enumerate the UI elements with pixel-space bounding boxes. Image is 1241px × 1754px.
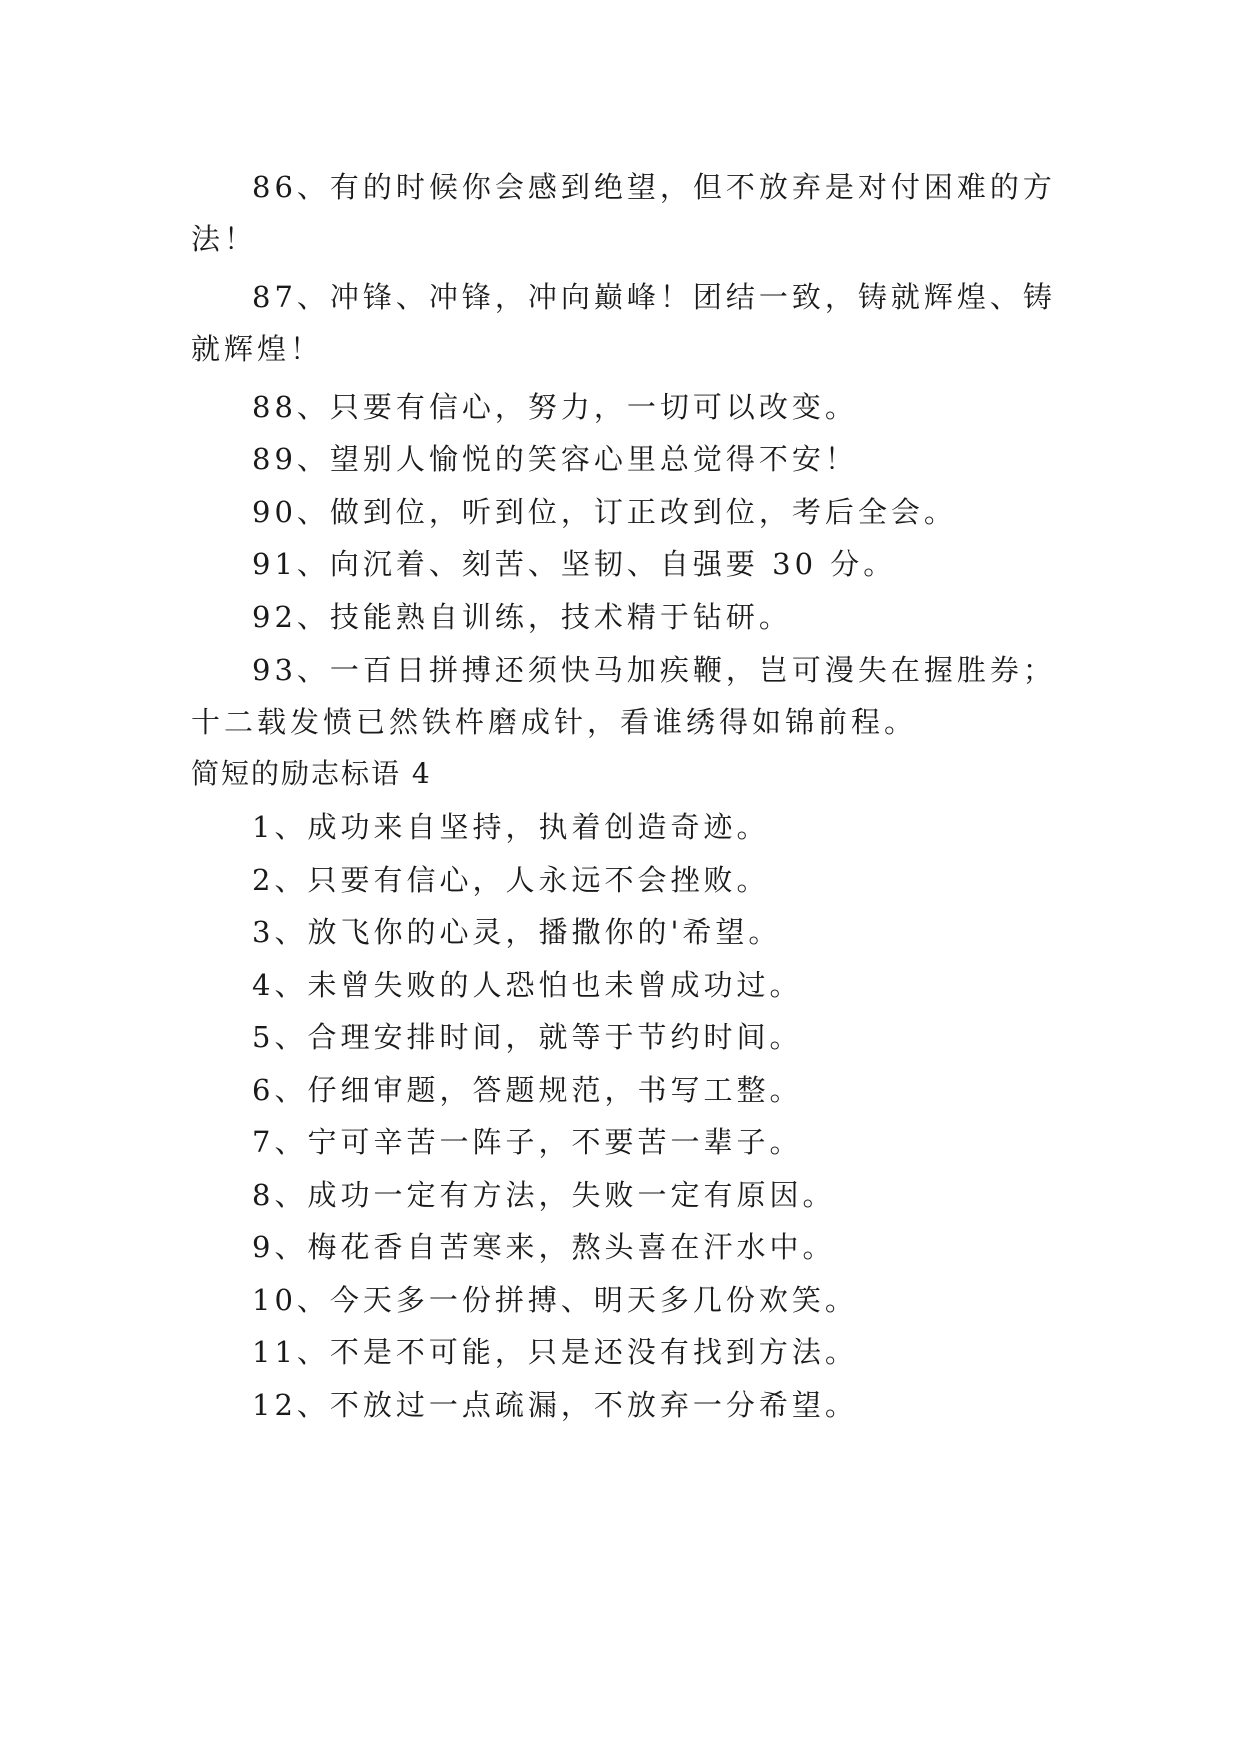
text-line-6: 6、仔细审题，答题规范，书写工整。 — [252, 1073, 803, 1107]
text-line-4: 4、未曾失败的人恐怕也未曾成功过。 — [252, 968, 803, 1002]
text-line-89: 89、望别人愉悦的笑容心里总觉得不安！ — [252, 442, 858, 476]
text-line-7: 7、宁可辛苦一阵子，不要苦一辈子。 — [252, 1125, 803, 1159]
text-line-1: 1、成功来自坚持，执着创造奇迹。 — [252, 810, 770, 844]
text-line-87: 87、冲锋、冲锋，冲向巅峰！团结一致，铸就辉煌、铸 — [252, 280, 1056, 314]
text-line-10: 10、今天多一份拼搏、明天多几份欢笑。 — [252, 1283, 858, 1317]
text-line-93-cont: 十二载发愤已然铁杵磨成针，看谁绣得如锦前程。 — [191, 705, 918, 739]
text-line-11: 11、不是不可能，只是还没有找到方法。 — [252, 1335, 858, 1369]
text-line-12: 12、不放过一点疏漏，不放弃一分希望。 — [252, 1388, 858, 1422]
text-line-88: 88、只要有信心，努力，一切可以改变。 — [252, 390, 858, 424]
text-line-5: 5、合理安排时间，就等于节约时间。 — [252, 1020, 803, 1054]
text-line-3: 3、放飞你的心灵，播撒你的'希望。 — [252, 915, 782, 949]
text-line-87-cont: 就辉煌！ — [191, 332, 324, 366]
text-line-92: 92、技能熟自训练，技术精于钻研。 — [252, 600, 792, 634]
text-line-90: 90、做到位，听到位，订正改到位，考后全会。 — [252, 495, 957, 529]
text-line-93: 93、一百日拼搏还须快马加疾鞭，岂可漫失在握胜券； — [252, 653, 1056, 687]
text-line-8: 8、成功一定有方法，失败一定有原因。 — [252, 1178, 836, 1212]
text-line-9: 9、梅花香自苦寒来，熬头喜在汗水中。 — [252, 1230, 836, 1264]
text-line-86: 86、有的时候你会感到绝望，但不放弃是对付困难的方 — [252, 170, 1056, 204]
section-heading: 简短的励志标语 4 — [191, 757, 432, 790]
text-line-2: 2、只要有信心，人永远不会挫败。 — [252, 863, 770, 897]
text-line-86-cont: 法！ — [191, 222, 258, 256]
text-line-91: 91、向沉着、刻苦、坚韧、自强要 30 分。 — [252, 547, 897, 581]
